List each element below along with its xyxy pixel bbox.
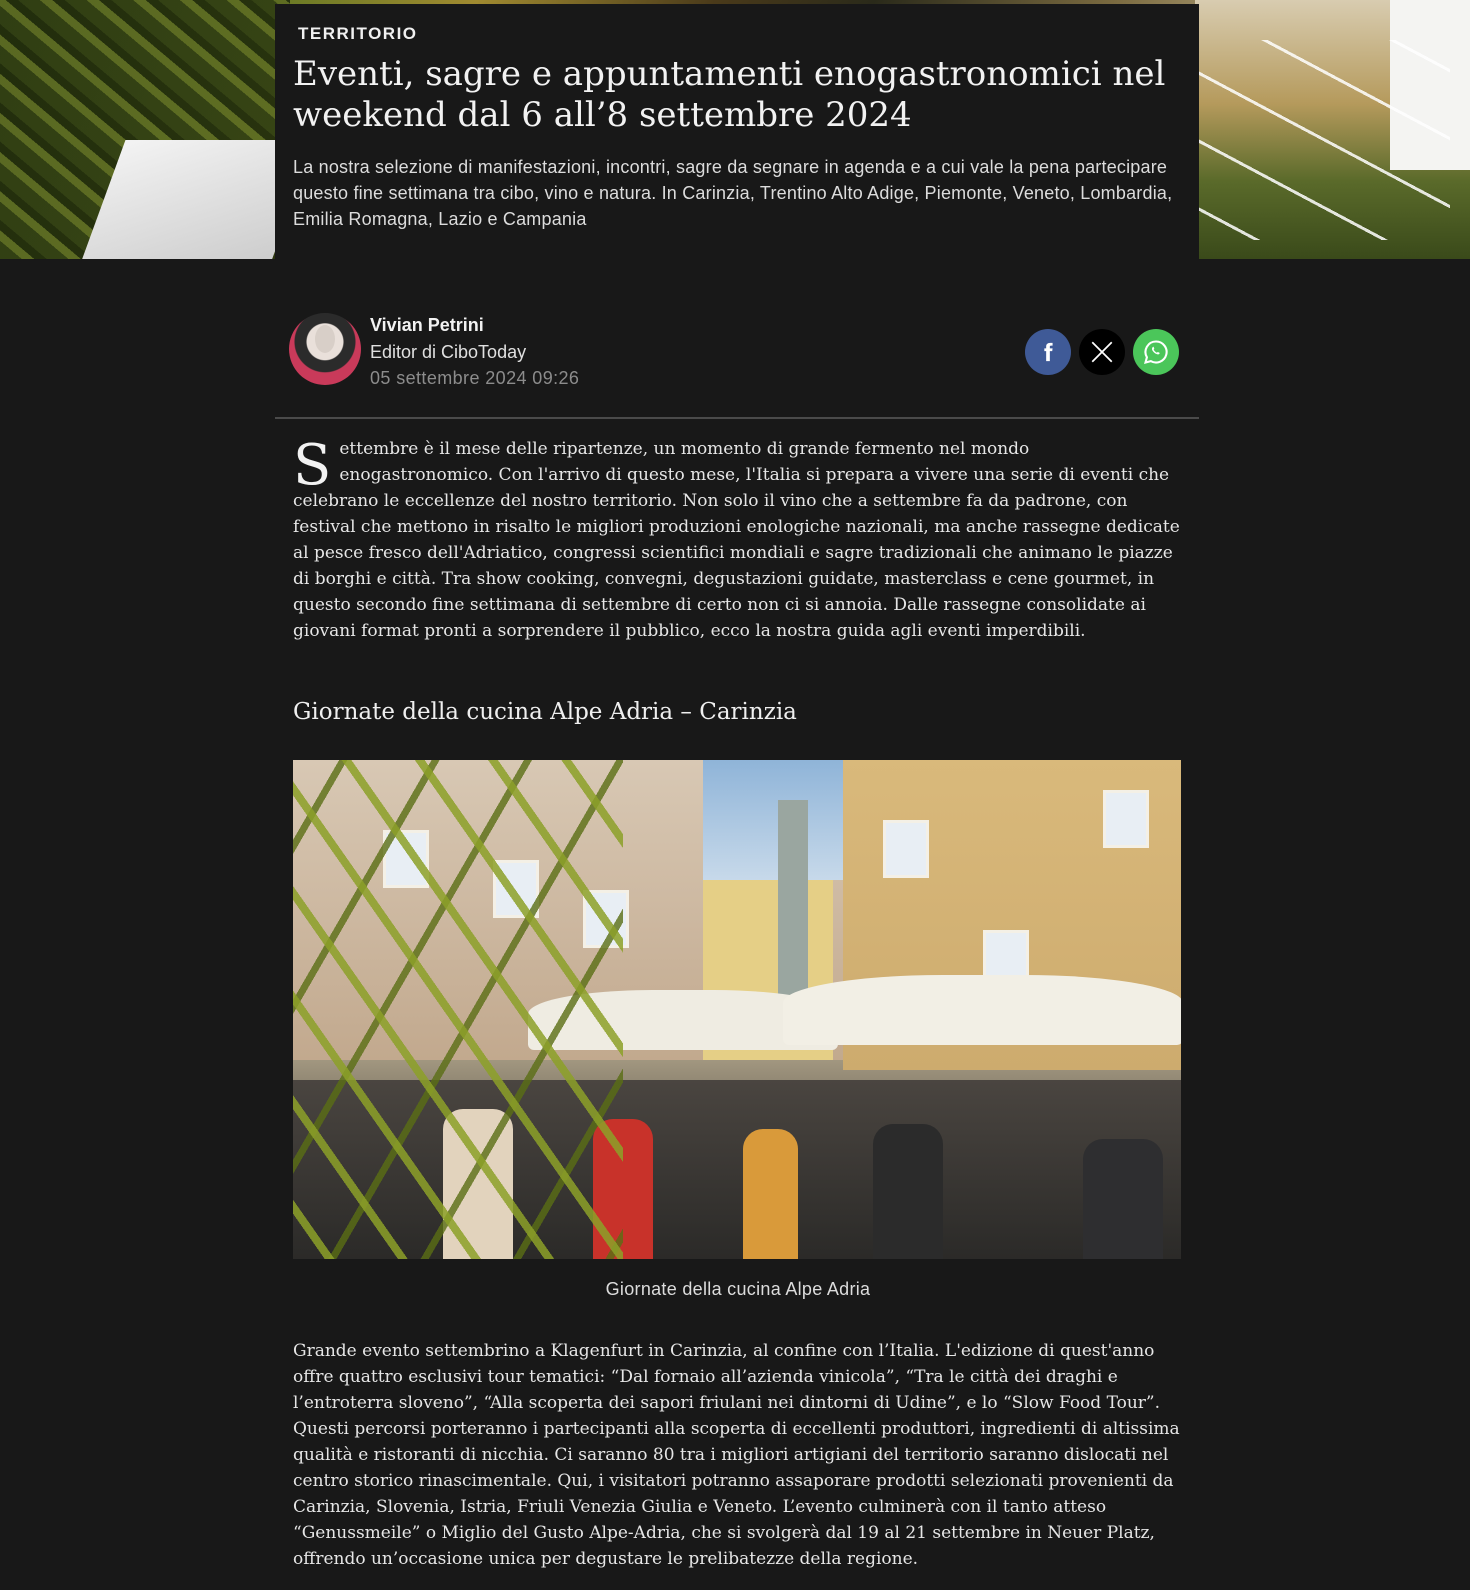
author-block — [289, 313, 1179, 389]
divider — [275, 417, 1199, 419]
whatsapp-icon — [1142, 338, 1170, 366]
author-role: Editor di CiboToday — [370, 342, 527, 362]
article-header-card — [275, 4, 1199, 259]
facebook-share-button[interactable] — [1025, 329, 1071, 375]
avatar[interactable] — [289, 313, 361, 385]
lead-text: ettembre è il mese delle ripartenze, un momento di grande fermento nel mondo enogastronomico. Con l'arrivo di questo mese, l'Italia si prepara a vivere una serie di eventi che celebrano le eccellenze del nostro territorio. Non solo il vino che a settembre fa da padrone, con festival che mettono in risalto le migliori produzioni enologiche nazionali, ma anche rassegne dedicate al pesce fresco dell'Adriatico, congressi scientifici mondiali e sagre tradizionali che animano le piazze di borghi e città. Tra show cooking, convegni, degustazioni guidate, masterclass e cene gourmet, in questo secondo fine settimana di settembre di certo non ci si annoia. Dalle rassegne consolidate ai giovani format pronti a sorprendere il pubblico, ecco la nostra guida agli eventi imperdibili. — [293, 439, 1180, 641]
lead-paragraph — [293, 433, 1183, 644]
x-share-button[interactable] — [1079, 329, 1125, 375]
share-buttons — [1025, 329, 1179, 375]
section-paragraph: Grande evento settembrino a Klagenfurt in Carinzia, al confine con l’Italia. L'edizione di quest'anno offre quattro esclusivi tour tematici: “Dal fornaio all’azienda vinicola”, “Tra le città dei draghi e l’entroterra sloveno”, “Alla scoperta dei sapori friulani nei dintorni di Udine”, e lo “Slow Food Tour”. Questi percorsi porteranno i partecipanti alla scoperta di eccellenti produttori, ingredienti di altissima qualità e ristoranti di nicchia. Ci saranno 80 tra i migliori artigiani del territorio saranno dislocati nel centro storico rinascimentale. Qui, i visitatori potranno assaporare prodotti selezionati provenienti da Carinzia, Slovenia, Istria, Friuli Venezia Giulia e Veneto. L’evento culminerà con il tanto atteso “Genussmeile” o Miglio del Gusto Alpe-Adria, che si svolgerà dal 19 al 21 settembre in Neuer Platz, offrendo un’occasione unica per degustare le prelibatezze della regione. — [293, 1341, 1180, 1569]
article-body — [293, 433, 1183, 1572]
section-kicker[interactable]: TERRITORIO — [298, 24, 418, 43]
page-title: Eventi, sagre e appuntamenti enogastronomici nel weekend dal 6 all’8 settembre 2024 — [293, 54, 1166, 135]
photo-caption: Giornate della cucina Alpe Adria — [605, 1279, 871, 1299]
section-heading: Giornate della cucina Alpe Adria – Carinzia — [293, 699, 797, 725]
publish-date: 05 settembre 2024 09:26 — [370, 368, 580, 388]
facebook-icon — [1037, 341, 1059, 363]
whatsapp-share-button[interactable] — [1133, 329, 1179, 375]
article-photo[interactable] — [293, 760, 1181, 1259]
page-subtitle: La nostra selezione di manifestazioni, incontri, sagre da segnare in agenda e a cui vale la pena partecipare questo fine settimana tra cibo, vino e natura. In Carinzia, Trentino Alto Adige, Piemonte, Veneto, Lombardia, Emilia Romagna, Lazio e Campania — [293, 157, 1173, 229]
author-name[interactable]: Vivian Petrini — [370, 315, 484, 335]
x-icon — [1089, 339, 1115, 365]
hero-fence — [1190, 40, 1450, 240]
drop-cap: S — [293, 433, 332, 498]
